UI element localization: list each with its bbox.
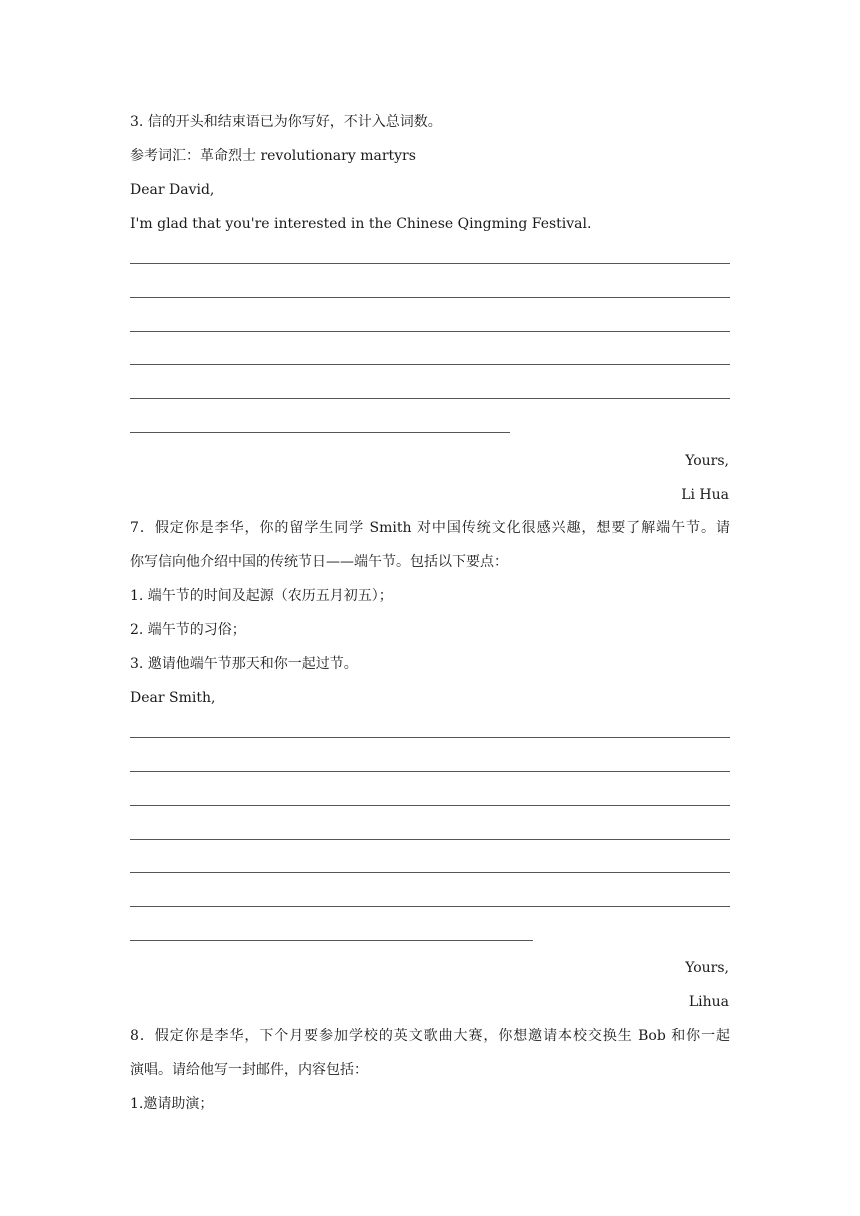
q6-vocab: 参考词汇：革命烈士 revolutionary martyrs — [130, 148, 416, 164]
q7-answer-line[interactable] — [130, 805, 730, 806]
q7-answer-line[interactable] — [130, 771, 730, 772]
q7-signature: Lihua — [688, 994, 729, 1010]
q6-answer-line[interactable] — [130, 398, 730, 399]
q7-answer-line-short[interactable] — [130, 940, 533, 941]
q7-point-3: 3. 邀请他端午节那天和你一起过节。 — [130, 656, 358, 672]
q8-prompt-line-2: 演唱。请给他写一封邮件，内容包括： — [130, 1062, 368, 1078]
q6-answer-line[interactable] — [130, 263, 730, 264]
q7-prompt-line-2: 你写信向他介绍中国的传统节日——端午节。包括以下要点： — [130, 554, 508, 570]
q7-answer-line[interactable] — [130, 737, 730, 738]
q8-point-1: 1.邀请助演； — [130, 1096, 214, 1112]
q6-answer-line[interactable] — [130, 364, 730, 365]
q7-closing: Yours, — [685, 960, 729, 976]
q7-answer-line[interactable] — [130, 906, 730, 907]
q6-rule-3: 3. 信的开头和结束语已为你写好，不计入总词数。 — [130, 114, 442, 130]
q6-answer-line[interactable] — [130, 331, 730, 332]
q6-signature: Li Hua — [681, 487, 729, 503]
q7-answer-line[interactable] — [130, 839, 730, 840]
q7-point-1: 1. 端午节的时间及起源（农历五月初五）； — [130, 588, 393, 604]
q7-prompt-line-1: 7．假定你是李华，你的留学生同学 Smith 对中国传统文化很感兴趣，想要了解端午节。请 — [130, 520, 730, 536]
q8-prompt-line-1: 8．假定你是李华，下个月要参加学校的英文歌曲大赛，你想邀请本校交换生 Bob 和你一起 — [130, 1028, 730, 1044]
q7-point-2: 2. 端午节的习俗； — [130, 622, 246, 638]
q6-answer-line-short[interactable] — [130, 432, 510, 433]
q6-opening-sentence: I'm glad that you're interested in the Chinese Qingming Festival. — [130, 216, 592, 232]
q7-answer-line[interactable] — [130, 872, 730, 873]
q6-answer-line[interactable] — [130, 297, 730, 298]
q6-salutation: Dear David, — [130, 182, 215, 198]
q7-salutation: Dear Smith, — [130, 690, 216, 706]
q6-closing: Yours, — [685, 453, 729, 469]
